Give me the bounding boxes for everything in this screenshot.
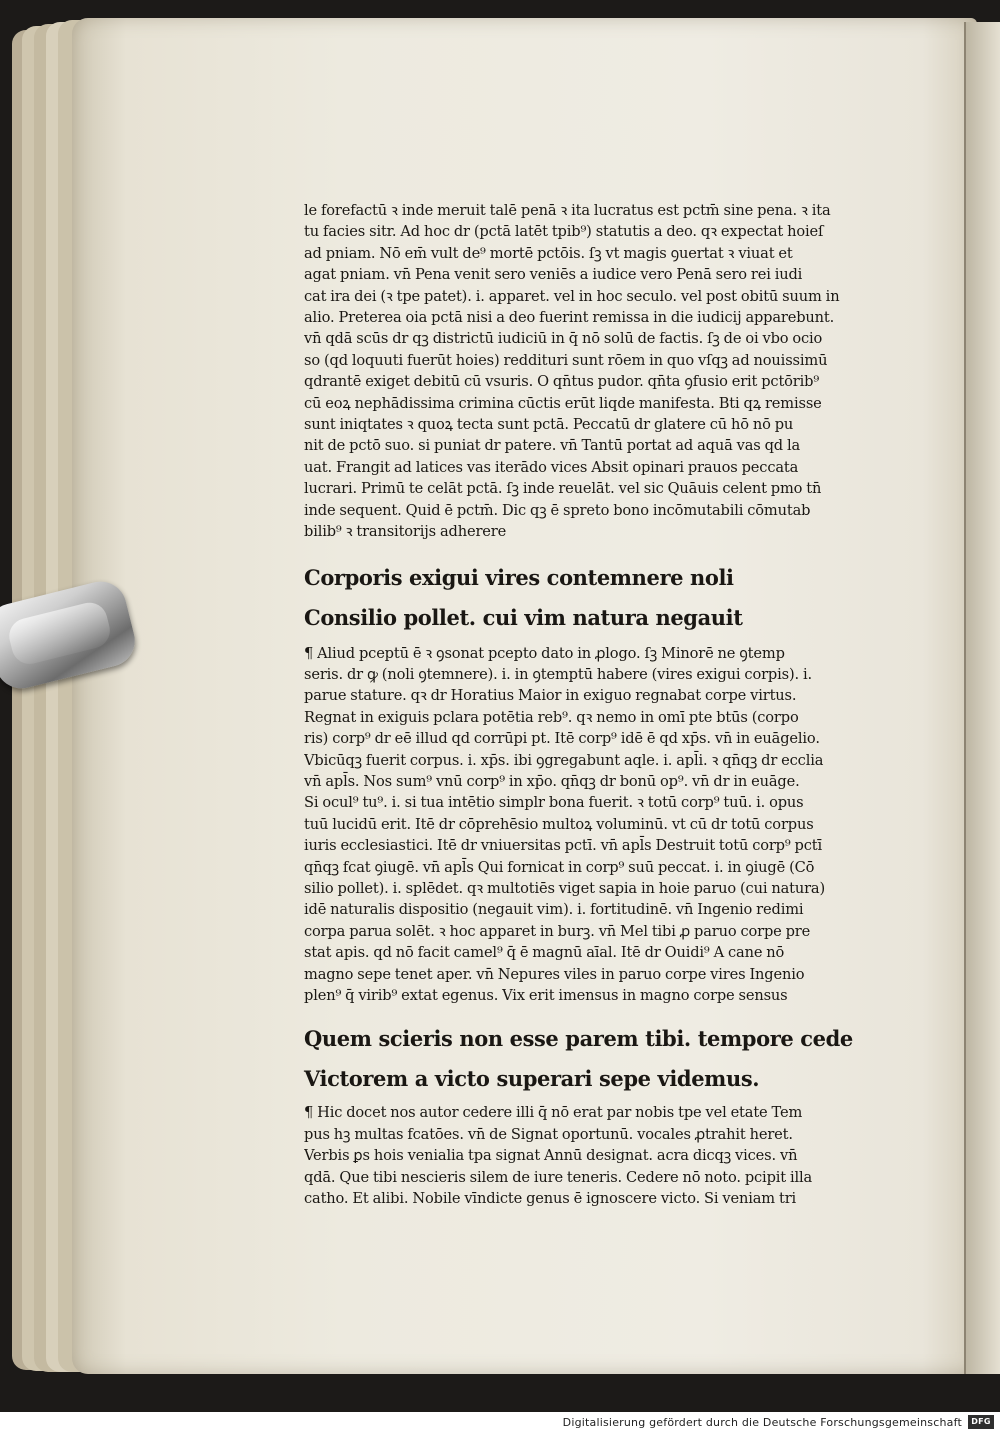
text-line: catho. Et alibi. Nobile vīndicte genus ē ignoscere victo. Si veniam tri bbox=[304, 1190, 797, 1208]
text-line: plen⁹ q̄ virib⁹ extat egenus. Vix erit imensus in magno corpe sensus bbox=[304, 987, 788, 1004]
text-line: alio. Preterea oia pctā nisi a deo fuerint remissa in die iudicij apparebunt. bbox=[304, 309, 835, 327]
commentary-paragraph-3 bbox=[304, 1102, 976, 1209]
text-line: corpa parua solēt. ꝛ hoc apparet in burꝫ. vn̄ Mel tibi ꝓ paruo corpe pre bbox=[304, 922, 811, 940]
text-line: nit de pctō suo. si puniat dr patere. vn̄ Tantū portat ad aquā vas qd la bbox=[304, 437, 801, 455]
verse-line-1: Corporis exigui vires contemnere noli bbox=[304, 564, 734, 590]
text-line: tu facies sitr. Ad hoc dr (pctā latēt tpib⁹) statutis a deo. qꝛ expectat hoieſ bbox=[304, 223, 824, 241]
verse-line-4: Victorem a victo superari sepe videmus. bbox=[304, 1066, 760, 1092]
funding-credit: Digitalisierung gefördert durch die Deutsche Forschungsgemeinschaft bbox=[562, 1416, 962, 1429]
text-line: sunt iniqtates ꝛ quoꝝ tecta sunt pctā. Peccatū dr glatere cū hō nō pu bbox=[304, 416, 794, 434]
text-line: stat apis. qd nō facit camel⁹ q̄ ē magnū aīal. Itē dr Ouidi⁹ A cane nō bbox=[304, 944, 785, 962]
text-line: iuris ecclesiastici. Itē dr vniuersitas pctī. vn̄ apl̄s Destruit totū corp⁹ pctī bbox=[304, 837, 823, 855]
text-line: vn̄ apl̄s. Nos sum⁹ vnū corp⁹ in xp̄o. qn̄qꝫ dr bonū op⁹. vn̄ dr in euāge. bbox=[304, 772, 800, 790]
commentary-paragraph-1 bbox=[304, 200, 976, 543]
text-line: qdā. Que tibi nescieris silem de iure teneris. Cedere nō noto. pcipit illa bbox=[304, 1168, 813, 1186]
verse-line-3: Quem scieris non esse parem tibi. tempore cede bbox=[304, 1026, 853, 1052]
book-page bbox=[72, 18, 977, 1374]
commentary-paragraph-2 bbox=[304, 643, 976, 1007]
text-line: uat. Frangit ad latices vas iterādo vices Absit opinari prauos peccata bbox=[304, 458, 799, 476]
page-clamp-highlight bbox=[5, 599, 113, 668]
text-line: ¶ Hic docet nos autor cedere illi q̄ nō erat par nobis tpe vel etate Tem bbox=[304, 1104, 803, 1122]
facing-page-edge bbox=[964, 22, 1000, 1374]
text-line: qdrantē exiget debitū cū vsuris. O qn̄tus pudor. qn̄ta ꝯfusio erit pctōrib⁹ bbox=[304, 373, 820, 391]
text-line: agat pniam. vn̄ Pena venit sero veniēs a iudice vero Penā sero rei iudi bbox=[304, 266, 803, 284]
text-line: magno sepe tenet aper. vn̄ Nepures viles in paruo corpe vires Ingenio bbox=[304, 965, 805, 983]
text-line: parue stature. qꝛ dr Horatius Maior in exiguo regnabat corpe virtus. bbox=[304, 687, 797, 705]
page-text bbox=[304, 200, 976, 1209]
text-line: vn̄ qdā scūs dr qꝫ districtū iudiciū in q̄ nō solū de factis. ſꝫ de oi vbo ocio bbox=[304, 330, 823, 348]
text-line: Verbis ꝑs hois venialia tpa signat Annū designat. acra dicqꝫ vices. vn̄ bbox=[304, 1147, 798, 1165]
text-line: ad pniam. Nō em̄ vult de⁹ mortē pctōis. ſꝫ vt magis ꝯuertat ꝛ viuat et bbox=[304, 244, 793, 262]
text-line: ris) corp⁹ dr eē illud qd corrūpi pt. Itē corp⁹ idē ē qd xp̄s. vn̄ in euāgelio. bbox=[304, 730, 820, 748]
text-line: seris. dr ꝙ (noli ꝯtemnere). i. in ꝯtemptū habere (vires exigui corpis). i. bbox=[304, 665, 812, 683]
verse-line-2: Consilio pollet. cui vim natura negauit bbox=[304, 604, 743, 630]
footer-bar bbox=[0, 1412, 1000, 1433]
text-line: inde sequent. Quid ē pctm̄. Dic qꝫ ē spreto bono incōmutabili cōmutab bbox=[304, 501, 811, 519]
text-line: ¶ Aliud pceptū ē ꝛ ꝯsonat pcepto dato in ꝓlogo. ſꝫ Minorē ne ꝯtemp bbox=[304, 644, 785, 662]
text-line: Regnat in exiguis pclara potētia reb⁹. qꝛ nemo in omī pte btūs (corpo bbox=[304, 708, 799, 726]
dfg-logo-icon: DFG bbox=[968, 1415, 994, 1429]
text-line: bilib⁹ ꝛ transitorijs adherere bbox=[304, 523, 507, 541]
text-line: so (qd loquuti fuerūt hoies) reddituri sunt rōem in quo vſqꝫ ad nouissimū bbox=[304, 351, 828, 369]
text-line: idē naturalis dispositio (negauit vim). i. fortitudinē. vn̄ Ingenio redimi bbox=[304, 901, 804, 919]
text-line: pus hꝫ multas fcatōes. vn̄ de Signat oportunū. vocales ꝓtrahit heret. bbox=[304, 1125, 793, 1143]
text-line: cat ira dei (ꝛ tpe patet). i. apparet. vel in hoc seculo. vel post obitū suum in bbox=[304, 287, 840, 305]
text-line: silio pollet). i. splēdet. qꝛ multotiēs viget sapia in hoie paruo (cui natura) bbox=[304, 879, 826, 897]
text-line: Si ocul⁹ tu⁹. i. si tua intētio simplr bona fuerit. ꝛ totū corp⁹ tuū. i. opus bbox=[304, 794, 804, 812]
text-line: qn̄qꝫ fcat ꝯiugē. vn̄ apl̄s Qui fornicat in corp⁹ suū peccat. i. in ꝯiugē (Cō bbox=[304, 858, 815, 876]
text-line: lucrari. Primū te celāt pctā. ſꝫ inde reuelāt. vel sic Quāuis celent pmo tn̄ bbox=[304, 480, 822, 498]
text-line: tuū lucidū erit. Itē dr cōprehēsio multoꝝ voluminū. vt cū dr totū corpus bbox=[304, 815, 814, 833]
text-line: cū eoꝝ nephādissima crimina cūctis erūt liqde manifesta. Bti qꝝ remisse bbox=[304, 394, 822, 412]
text-line: Vbicūqꝫ fuerit corpus. i. xp̄s. ibi ꝯgregabunt aqle. i. apl̄i. ꝛ qn̄qꝫ dr ecclia bbox=[304, 751, 824, 769]
text-line: le forefactū ꝛ inde meruit talē penā ꝛ ita lucratus est pctm̄ sine pena. ꝛ ita bbox=[304, 202, 831, 219]
